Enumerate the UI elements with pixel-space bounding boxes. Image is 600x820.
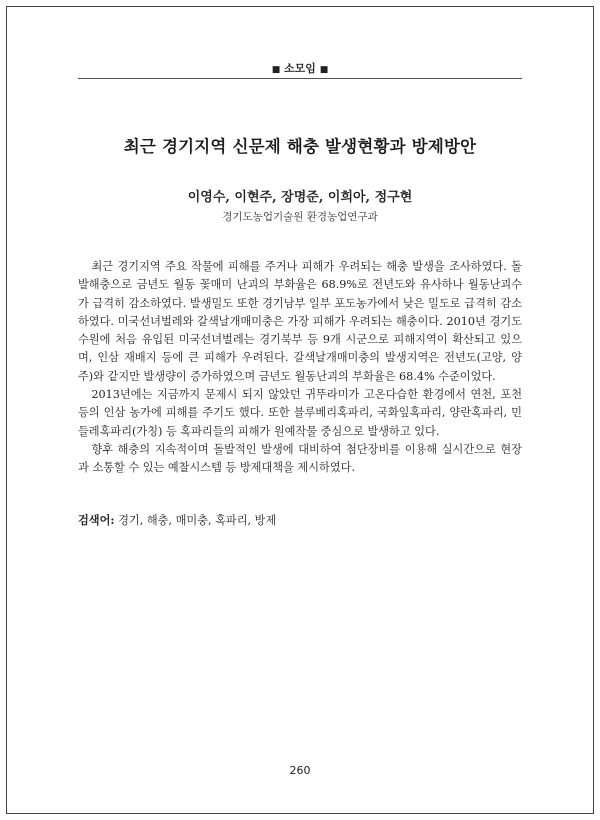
page-number: 260 [289,764,311,777]
abstract [78,258,522,478]
header-label: 소모임 [284,62,316,75]
paper-title: 최근 경기지역 신문제 해충 발생현황과 방제방안 [123,137,477,156]
section-header [78,60,522,76]
keywords [78,512,522,528]
author-affiliation: 경기도농업기술원 환경농업연구과 [222,211,378,223]
keywords-value: 경기, 해충, 매미충, 혹파리, 방제 [118,514,277,527]
header-marker-right: ■ [319,65,329,75]
keywords-label: 검색어: [78,513,115,527]
header-rule [78,78,522,79]
author-list: 이영수, 이현주, 장명준, 이희아, 정구현 [187,190,413,205]
abstract-paragraph: 향후 해충의 지속적이며 돌발적인 발생에 대비하여 첨단장비를 이용해 실시간으로 현장과 소통할 수 있는 예찰시스템 등 방제대책을 제시하였다. [78,442,522,475]
abstract-paragraph: 2013년에는 지금까지 문제시 되지 않았던 귀뚜라미가 고온다습한 환경에서 연천, 포천 등의 인삼 농가에 피해를 주기도 했다. 또한 블루베리혹파리, 국화잎혹파리, 양란혹파리, 민들레혹파리(가칭) 등 혹파리들의 피해가 원예작물 중심으로 발생하고 있다. [78,388,522,438]
header-marker-left: ■ [271,65,281,75]
abstract-paragraph: 최근 경기지역 주요 작물에 피해를 주거나 피해가 우려되는 해충 발생을 조사하였다. 돌발해충으로 금년도 월동 꽃매미 난괴의 부화율은 68.9%로 전년도와 유사하나 월동난괴수가 급격히 감소하였다. 발생밀도 또한 경기남부 일부 포도농가에서 낮은 밀도로 급격히 감소하였다. 미국선녀벌레와 갈색날개매미충은 가장 피해가 우려되는 해충이다. 2010년 경기도 수원에 처음 유입된 미국선녀벌레는 경기북부 등 9개 시군으로 피해지역이 확산되고 있으며, 인삼 재배지 등에 큰 피해가 우려된다. 갈색날개매미충의 발생지역은 전년도(고양, 양주)와 같지만 발생량이 증가하였으며 금년도 월동난괴의 부화율은 68.4% 수준이었다. [78,260,522,383]
